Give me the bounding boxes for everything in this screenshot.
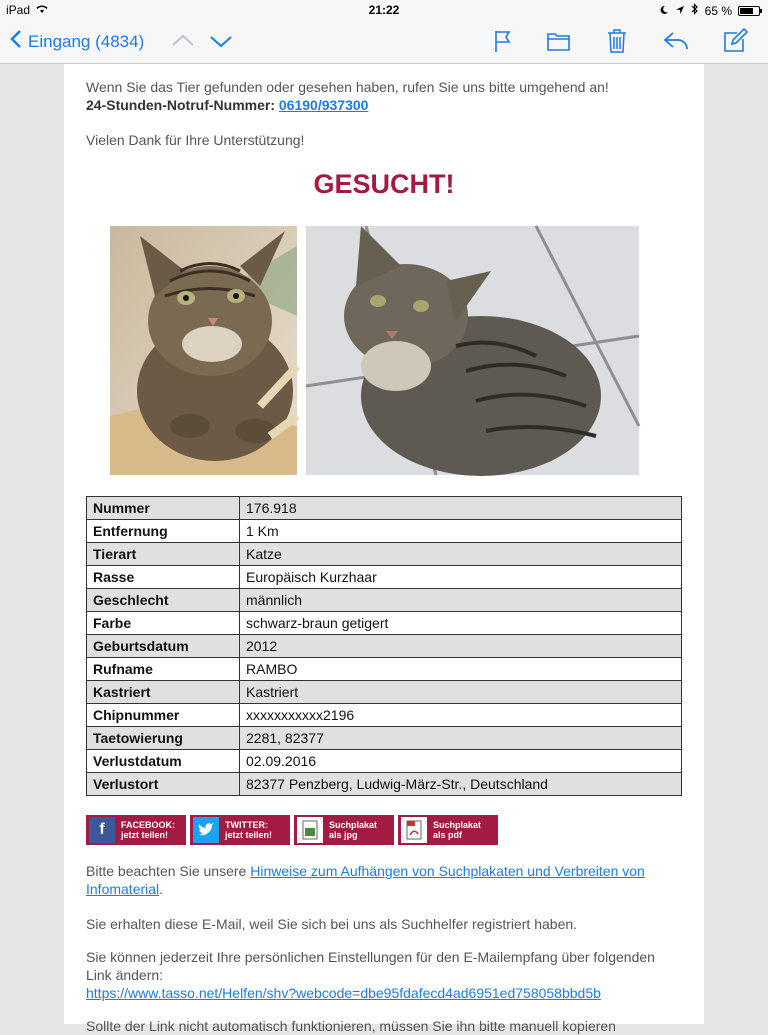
moon-icon [659, 4, 669, 18]
share-buttons [86, 815, 498, 845]
location-icon [675, 4, 685, 18]
cat-photo-1 [110, 226, 297, 475]
detail-value: 2281, 82377 [240, 727, 682, 750]
detail-value: Kastriert [240, 681, 682, 704]
detail-value: schwarz-braun getigert [240, 612, 682, 635]
detail-key: Rasse [87, 566, 240, 589]
detail-value: 82377 Penzberg, Ludwig-März-Str., Deutschland [240, 773, 682, 796]
share-label-line1: TWITTER: [225, 820, 268, 830]
twitter-icon [193, 817, 219, 843]
facebook-share-button[interactable] [86, 815, 186, 845]
share-label [329, 820, 377, 840]
table-row [87, 497, 682, 520]
battery-icon [738, 6, 760, 16]
detail-value: 2012 [240, 635, 682, 658]
share-label [433, 820, 481, 840]
share-label [225, 820, 272, 840]
share-label [121, 820, 175, 840]
thanks-text: Vielen Dank für Ihre Unterstützung! [86, 132, 305, 148]
compose-icon[interactable] [722, 28, 748, 54]
chevron-left-icon [10, 29, 22, 54]
share-label-line2: jetzt teilen! [121, 830, 169, 840]
email-body [64, 64, 704, 1034]
table-row [87, 704, 682, 727]
hotline-label: 24-Stunden-Notruf-Nummer: [86, 97, 279, 113]
detail-key: Entfernung [87, 520, 240, 543]
poster-jpg-button[interactable] [294, 815, 394, 845]
detail-value: 02.09.2016 [240, 750, 682, 773]
mail-toolbar [0, 20, 768, 64]
chevron-up-icon[interactable] [170, 28, 196, 54]
flag-icon[interactable] [490, 28, 516, 54]
pdf-file-icon [401, 817, 427, 843]
wanted-heading: GESUCHT! [313, 169, 455, 199]
table-row [87, 589, 682, 612]
back-button[interactable] [10, 29, 144, 54]
table-row [87, 520, 682, 543]
registered-text: Sie erhalten diese E-Mail, weil Sie sich bei uns als Suchhelfer registriert haben. [86, 916, 578, 932]
table-row [87, 612, 682, 635]
intro-text: Wenn Sie das Tier gefunden oder gesehen haben, rufen Sie uns bitte umgehend an! 24-Stunden-Notruf-Nummer: 06190/937300 [86, 79, 609, 113]
status-time: 21:22 [368, 3, 400, 17]
folder-icon[interactable] [546, 28, 572, 54]
detail-key: Taetowierung [87, 727, 240, 750]
detail-key: Nummer [87, 497, 240, 520]
battery-percent: 65 % [704, 3, 732, 18]
detail-value: RAMBO [240, 658, 682, 681]
detail-key: Rufname [87, 658, 240, 681]
table-row [87, 658, 682, 681]
share-label-line1: Suchplakat [329, 820, 378, 830]
detail-value: 1 Km [240, 520, 682, 543]
detail-value: xxxxxxxxxxx2196 [240, 704, 682, 727]
cat-photo-2 [306, 226, 639, 475]
settings-link[interactable]: https://www.tasso.net/Helfen/shv?webcode=dbe95fdafecd4ad6951ed758058bbd5b [86, 985, 601, 1001]
table-row [87, 543, 682, 566]
animal-details-table [86, 496, 682, 796]
share-label-line2: als pdf [433, 830, 463, 840]
settings-text: Sie können jederzeit Ihre persönlichen Einstellungen für den E-Mailempfang über folgenden Link ändern: https://www.tasso.net/Helfen/shv?webcode=dbe95fdafecd4ad6951ed758058bbd5b [86, 949, 655, 1001]
inbox-label: Eingang (4834) [28, 31, 145, 51]
share-label-line2: jetzt teilen! [225, 830, 273, 840]
detail-value: männlich [240, 589, 682, 612]
table-row [87, 635, 682, 658]
detail-value: Katze [240, 543, 682, 566]
notice-text: Bitte beachten Sie unsere Hinweise zum Aufhängen von Suchplakaten und Verbreiten von Infomaterial. [86, 863, 645, 897]
detail-key: Geschlecht [87, 589, 240, 612]
detail-key: Verlustdatum [87, 750, 240, 773]
notice-link[interactable]: Hinweise zum Aufhängen von Suchplakaten und Verbreiten von Infomaterial [86, 863, 645, 897]
trash-icon[interactable] [604, 28, 630, 54]
cutoff-text: Sollte der Link nicht automatisch funktionieren, müssen Sie ihn bitte manuell kopieren [86, 1018, 616, 1034]
table-row [87, 566, 682, 589]
reply-icon[interactable] [662, 28, 688, 54]
detail-key: Verlustort [87, 773, 240, 796]
share-label-line1: FACEBOOK: [121, 820, 175, 830]
detail-value: 176.918 [240, 497, 682, 520]
table-row [87, 750, 682, 773]
share-label-line1: Suchplakat [433, 820, 482, 830]
status-bar [0, 0, 768, 20]
detail-key: Farbe [87, 612, 240, 635]
twitter-share-button[interactable] [190, 815, 290, 845]
image-file-icon [297, 817, 323, 843]
table-row [87, 727, 682, 750]
table-row [87, 681, 682, 704]
facebook-icon: f [89, 817, 115, 843]
share-label-line2: als jpg [329, 830, 358, 840]
detail-key: Chipnummer [87, 704, 240, 727]
hotline-number-link[interactable]: 06190/937300 [278, 97, 369, 113]
table-row [87, 773, 682, 796]
device-name: iPad [6, 3, 31, 17]
bluetooth-icon [691, 3, 699, 18]
poster-pdf-button[interactable] [398, 815, 498, 845]
detail-key: Geburtsdatum [87, 635, 240, 658]
detail-value: Europäisch Kurzhaar [240, 566, 682, 589]
chevron-down-icon[interactable] [208, 28, 234, 54]
detail-key: Tierart [87, 543, 240, 566]
detail-key: Kastriert [87, 681, 240, 704]
